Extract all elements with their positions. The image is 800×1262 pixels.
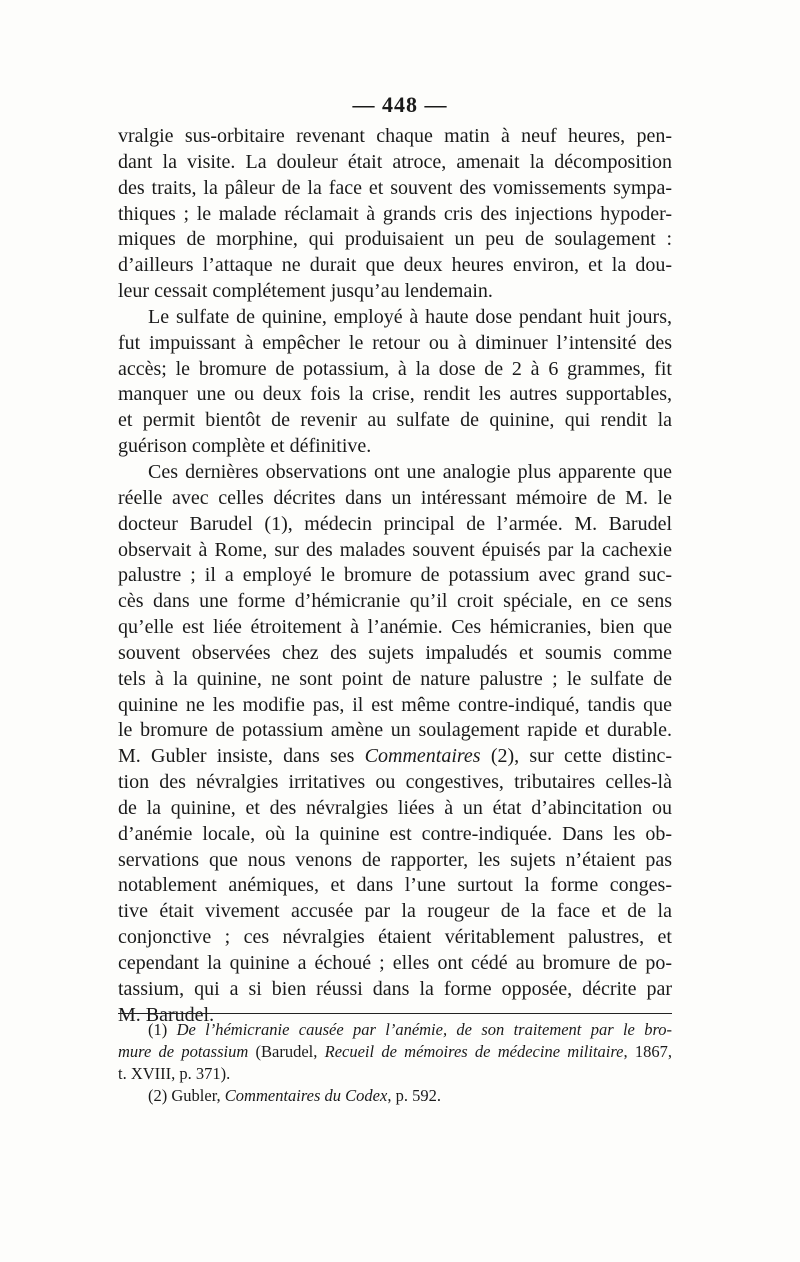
text-line: vralgie sus-orbitaire revenant chaque matin à neuf heures, pen-	[118, 125, 672, 147]
text-line: notablement anémiques, et dans l’une surtout la forme conges-	[118, 874, 672, 897]
text-line: M. Barudel.	[118, 1003, 215, 1026]
footnote-line: t. XVIII, p. 371).	[118, 1064, 231, 1083]
text-line: cependant la quinine a échoué ; elles ont cédé au bromure de po-	[118, 952, 672, 974]
body-text	[118, 124, 672, 1029]
text-line: tion des névralgies irritatives ou congestives, tributaires celles-là	[118, 771, 672, 794]
text-line: tive était vivement accusée par la rougeur de la face et de la	[118, 900, 672, 923]
text-line: fut impuissant à empêcher le retour ou à diminuer l’intensité des	[118, 331, 672, 354]
text-line: M. Gubler insiste, dans ses Commentaires (2), sur cette distinc-	[118, 745, 672, 768]
footnote-line: mure de potassium (Barudel, Recueil de mémoires de médecine militaire, 1867,	[118, 1042, 672, 1061]
text-line: palustre ; il a employé le bromure de potassium avec grand suc-	[118, 564, 672, 587]
text-line: dant la visite. La douleur était atroce, amenait la décomposition	[118, 150, 672, 173]
text-line: servations que nous venons de rapporter, les sujets n’étaient pas	[118, 848, 672, 871]
footnote-line: (2) Gubler, Commentaires du Codex, p. 592.	[148, 1086, 441, 1105]
text-line: le bromure de potassium amène un soulagement rapide et durable.	[118, 719, 672, 742]
text-line: thiques ; le malade réclamait à grands cris des injections hypoder-	[118, 202, 672, 225]
text-line: d’anémie locale, où la quinine est contre-indiquée. Dans les ob-	[118, 822, 672, 845]
text-line: d’ailleurs l’attaque ne durait que deux heures environ, et la dou-	[118, 254, 672, 277]
footnote-divider	[118, 1013, 672, 1014]
text-line: docteur Barudel (1), médecin principal de l’armée. M. Barudel	[118, 512, 672, 535]
text-line: tassium, qui a si bien réussi dans la forme opposée, décrite par	[118, 977, 672, 1000]
text-line: qu’elle est liée étroitement à l’anémie. Ces hémicranies, bien que	[118, 616, 672, 639]
text-line: quinine ne les modifie pas, il est même contre-indiqué, tandis que	[118, 693, 672, 716]
text-line: et permit bientôt de revenir au sulfate de quinine, qui rendit la	[118, 409, 672, 432]
text-line: observait à Rome, sur des malades souvent épuisés par la cachexie	[118, 538, 672, 561]
text-line: réelle avec celles décrites dans un intéressant mémoire de M. le	[118, 486, 672, 509]
text-line: Le sulfate de quinine, employé à haute dose pendant huit jours,	[148, 305, 672, 328]
footnotes	[118, 1019, 672, 1107]
text-line: tels à la quinine, ne sont point de nature palustre ; le sulfate de	[118, 667, 672, 690]
text-line: leur cessait complétement jusqu’au lendemain.	[118, 280, 493, 303]
text-line: guérison complète et définitive.	[118, 435, 372, 458]
footnote-line: (1) De l’hémicranie causée par l’anémie, de son traitement par le bro-	[148, 1020, 672, 1039]
text-line: de la quinine, et des névralgies liées à un état d’abincitation ou	[118, 796, 672, 819]
text-line: Ces dernières observations ont une analogie plus apparente que	[148, 460, 672, 483]
text-line: manquer une ou deux fois la crise, rendit les autres supportables,	[118, 383, 672, 406]
text-line: conjonctive ; ces névralgies étaient véritablement palustres, et	[118, 926, 672, 949]
text-line: cès dans une forme d’hémicranie qu’il croit spéciale, en ce sens	[118, 590, 672, 613]
text-line: accès; le bromure de potassium, à la dose de 2 à 6 grammes, fit	[118, 357, 672, 380]
text-line: des traits, la pâleur de la face et souvent des vomissements sympa-	[118, 176, 672, 199]
text-line: miques de morphine, qui produisaient un peu de soulagement :	[118, 228, 672, 251]
text-line: souvent observées chez des sujets impaludés et soumis comme	[118, 641, 672, 664]
page-number: — 448 —	[352, 92, 448, 117]
